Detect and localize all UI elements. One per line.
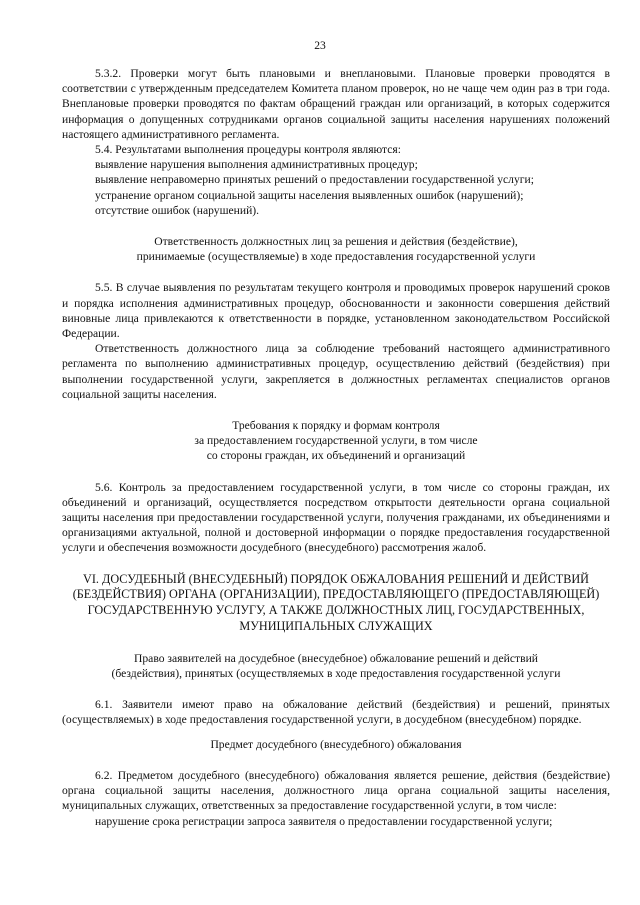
heading-requirements-line-3: со стороны граждан, их объединений и организаций: [206, 449, 466, 463]
paragraph-5-5-responsibility: Ответственность должностного лица за соблюдение требований настоящего административного регламента по выполнению административных процедур, осуществлению действий (бездействия) при выполнении государственной услуги, закрепляется в должностных регламентах специалистов органов социальной защиты населения.: [62, 342, 610, 401]
list-item: устранение органом социальной защиты населения выявленных ошибок (нарушений);: [95, 188, 524, 202]
document-body: [62, 66, 610, 829]
heading-right-line-1: Право заявителей на досудебное (внесудебное) обжалование решений и действий: [134, 651, 538, 665]
list-item: выявление нарушения выполнения административных процедур;: [95, 158, 418, 172]
heading-subject: Предмет досудебного (внесудебного) обжалования: [210, 737, 462, 751]
heading-responsibility-line-2: принимаемые (осуществляемые) в ходе предоставления государственной услуги: [136, 250, 536, 264]
page-number: 23: [314, 39, 326, 52]
list-item: выявление неправомерно принятых решений о предоставлении государственной услуги;: [95, 173, 534, 187]
paragraph-5-5: 5.5. В случае выявления по результатам текущего контроля и проводимых проверок нарушений сроков и порядка исполнения административных процедур, обоснованности и законности совершения действий виновные лица привлекаются к ответственности в порядке, установленном законодательством Российской Федерации.: [62, 281, 610, 341]
heading-requirements-line-2: за предоставлением государственной услуги, в том числе: [194, 434, 478, 448]
paragraph-5-3-2: 5.3.2. Проверки могут быть плановыми и внеплановыми. Плановые проверки проводятся в соответствии с утвержденным председателем Комитета планом проверок, но не чаще чем один раз в три года. Внеплановые проверки проводятся по фактам обращений граждан или организаций, в которых содержится информация о допущенных сотрудниками органов социальной защиты населения нарушениях положений настоящего административного регламента.: [62, 67, 610, 141]
paragraph-5-4: 5.4. Результатами выполнения процедуры контроля являются:: [95, 143, 401, 157]
section-vi-heading: VI. ДОСУДЕБНЫЙ (ВНЕСУДЕБНЫЙ) ПОРЯДОК ОБЖАЛОВАНИЯ РЕШЕНИЙ И ДЕЙСТВИЙ (БЕЗДЕЙСТВИЯ) ОРГАНА (ОРГАНИЗАЦИИ), ПРЕДОСТАВЛЯЮЩЕГО (ПРЕДОСТАВЛЯЮЩЕЙ) ГОСУДАРСТВЕННУЮ УСЛУГУ, А ТАКЖЕ ДОЛЖНОСТНЫХ ЛИЦ, ГОСУДАРСТВЕННЫХ, МУНИЦИПАЛЬНЫХ СЛУЖАЩИХ: [72, 571, 600, 634]
list-item: отсутствие ошибок (нарушений).: [95, 203, 260, 217]
heading-right-line-2: (бездействия), принятых (осуществляемых в ходе предоставления государственной услуги: [111, 667, 561, 681]
paragraph-5-6: 5.6. Контроль за предоставлением государственной услуги, в том числе со стороны граждан, их объединений и организаций, осуществляется посредством открытости деятельности органа социальной защиты населения при предоставлении государственной услуги, получения гражданами, их объединениями и организациями актуальной, полной и достоверной информации о порядке предоставления государственной услуги и обеспечения возможности досудебного (внесудебного) рассмотрения жалоб.: [62, 480, 610, 555]
heading-responsibility-line-1: Ответственность должностных лиц за решения и действия (бездействие),: [154, 235, 518, 249]
paragraph-6-1: 6.1. Заявители имеют право на обжалование действий (бездействия) и решений, принятых (осуществляемых) в ходе предоставления государственной услуги, в досудебном (внесудебном) порядке.: [62, 698, 610, 727]
list-item: нарушение срока регистрации запроса заявителя о предоставлении государственной услуги;: [95, 814, 553, 828]
heading-requirements-line-1: Требования к порядку и формам контроля: [232, 419, 440, 433]
paragraph-6-2: 6.2. Предметом досудебного (внесудебного) обжалования является решение, действия (бездействие) органа социальной защиты населения, должностного лица органа социальной защиты населения, муниципальных служащих, ответственных за предоставление государственной услуги, в том числе:: [62, 768, 610, 813]
